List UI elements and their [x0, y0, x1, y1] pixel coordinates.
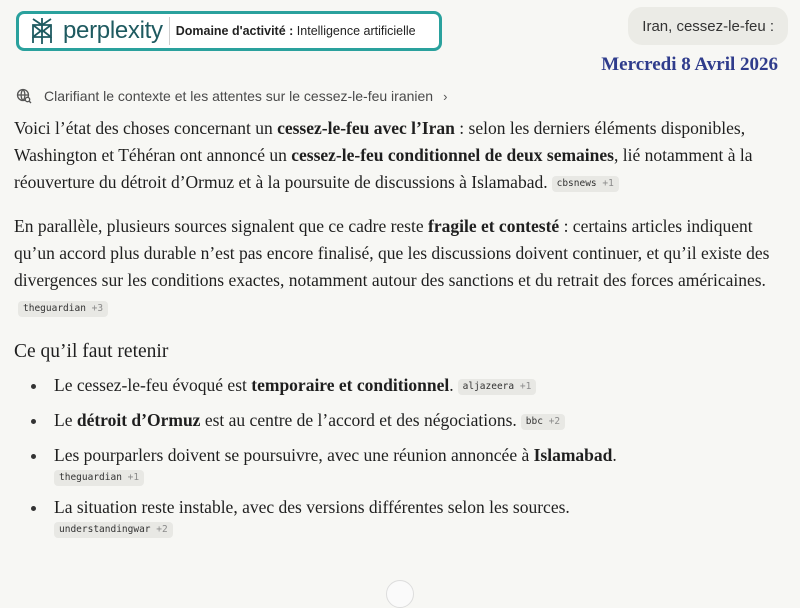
citation-source: cbsnews: [556, 178, 597, 189]
text-span: : selon les derniers éléments disponibles, Washington et Téhéran ont annoncé un: [14, 118, 746, 165]
citation-badge[interactable]: [54, 470, 144, 486]
citation-badge[interactable]: [458, 379, 537, 395]
text-span: La situation reste instable, avec des versions différentes selon les sources.: [54, 497, 570, 517]
citation-source: understandingwar: [59, 524, 151, 535]
citation-count: +1: [127, 472, 140, 483]
bold-span: temporaire et conditionnel: [251, 375, 450, 395]
bold-span: cessez-le-feu avec l’Iran: [277, 118, 455, 138]
text-span: Voici l’état des choses concernant un: [14, 118, 278, 138]
citation-badge[interactable]: [54, 522, 173, 538]
text-span: Les pourparlers doivent se poursuivre, avec une réunion annoncée à: [54, 445, 534, 465]
citation-count: +2: [156, 524, 168, 535]
answer-paragraph-2: [14, 213, 794, 321]
brand-header: [16, 11, 442, 51]
citation-count: +2: [548, 416, 561, 427]
key-points-list: [14, 372, 794, 538]
user-query-text: Iran, cessez-le-feu :: [642, 17, 774, 35]
citation-badge[interactable]: [521, 414, 565, 430]
date-label: Mercredi 8 Avril 2026: [601, 54, 778, 75]
text-span: Le: [54, 410, 77, 430]
bold-span: cessez-le-feu conditionnel de deux semaines: [291, 145, 614, 165]
citation-badge[interactable]: [18, 301, 108, 317]
domain-value: Intelligence artificielle: [296, 24, 416, 38]
search-step[interactable]: [16, 86, 447, 106]
brand-name: perplexity: [63, 17, 163, 44]
user-query-bubble: [628, 7, 788, 45]
bold-span: fragile et contesté: [428, 216, 560, 236]
domain-caption: [176, 24, 416, 38]
citation-count: +3: [91, 303, 104, 314]
citation-source: theguardian: [59, 472, 122, 483]
text-span: : certains articles indiquent qu’un accord plus durable n’est pas encore finalisé, que les discussions doivent continuer, et qu’il existe des divergences sur les conditions exactes, notamment autour des sanctions et du retrait des forces américaines.: [14, 216, 770, 290]
answer-paragraph-1: [14, 115, 794, 196]
list-item: [14, 494, 794, 538]
citation-count: +1: [519, 381, 532, 392]
citation-count: +1: [602, 178, 614, 189]
globe-search-icon: [16, 88, 32, 104]
citation-source: theguardian: [23, 303, 86, 314]
text-span: En parallèle, plusieurs sources signalent que ce cadre reste: [14, 216, 428, 236]
perplexity-logo-icon: [27, 16, 57, 46]
bold-span: détroit d’Ormuz: [76, 410, 201, 430]
domain-label: Domaine d'activité :: [175, 24, 294, 38]
text-span: est au centre de l’accord et des négociations.: [200, 410, 517, 430]
citation-source: bbc: [525, 416, 543, 427]
scroll-down-button[interactable]: [386, 580, 414, 608]
list-item: [14, 407, 794, 434]
text-span: .: [449, 375, 454, 395]
text-span: Le cessez-le-feu évoqué est: [54, 375, 252, 395]
brand-divider: [169, 17, 170, 45]
citation-badge[interactable]: [552, 176, 619, 192]
section-title: Ce qu’il faut retenir: [14, 341, 169, 362]
list-item: [14, 442, 794, 486]
answer-body: [14, 115, 794, 546]
search-step-label: Clarifiant le contexte et les attentes sur le cessez-le-feu iranien: [44, 88, 434, 104]
citation-source: aljazeera: [462, 381, 515, 392]
text-span: .: [612, 445, 617, 465]
list-item: [14, 372, 794, 399]
bold-span: Islamabad: [533, 445, 613, 465]
chevron-right-icon: ›: [443, 88, 448, 104]
text-span: , lié notamment à la réouverture du détroit d’Ormuz et à la poursuite de discussions à Islamabad.: [14, 145, 753, 192]
